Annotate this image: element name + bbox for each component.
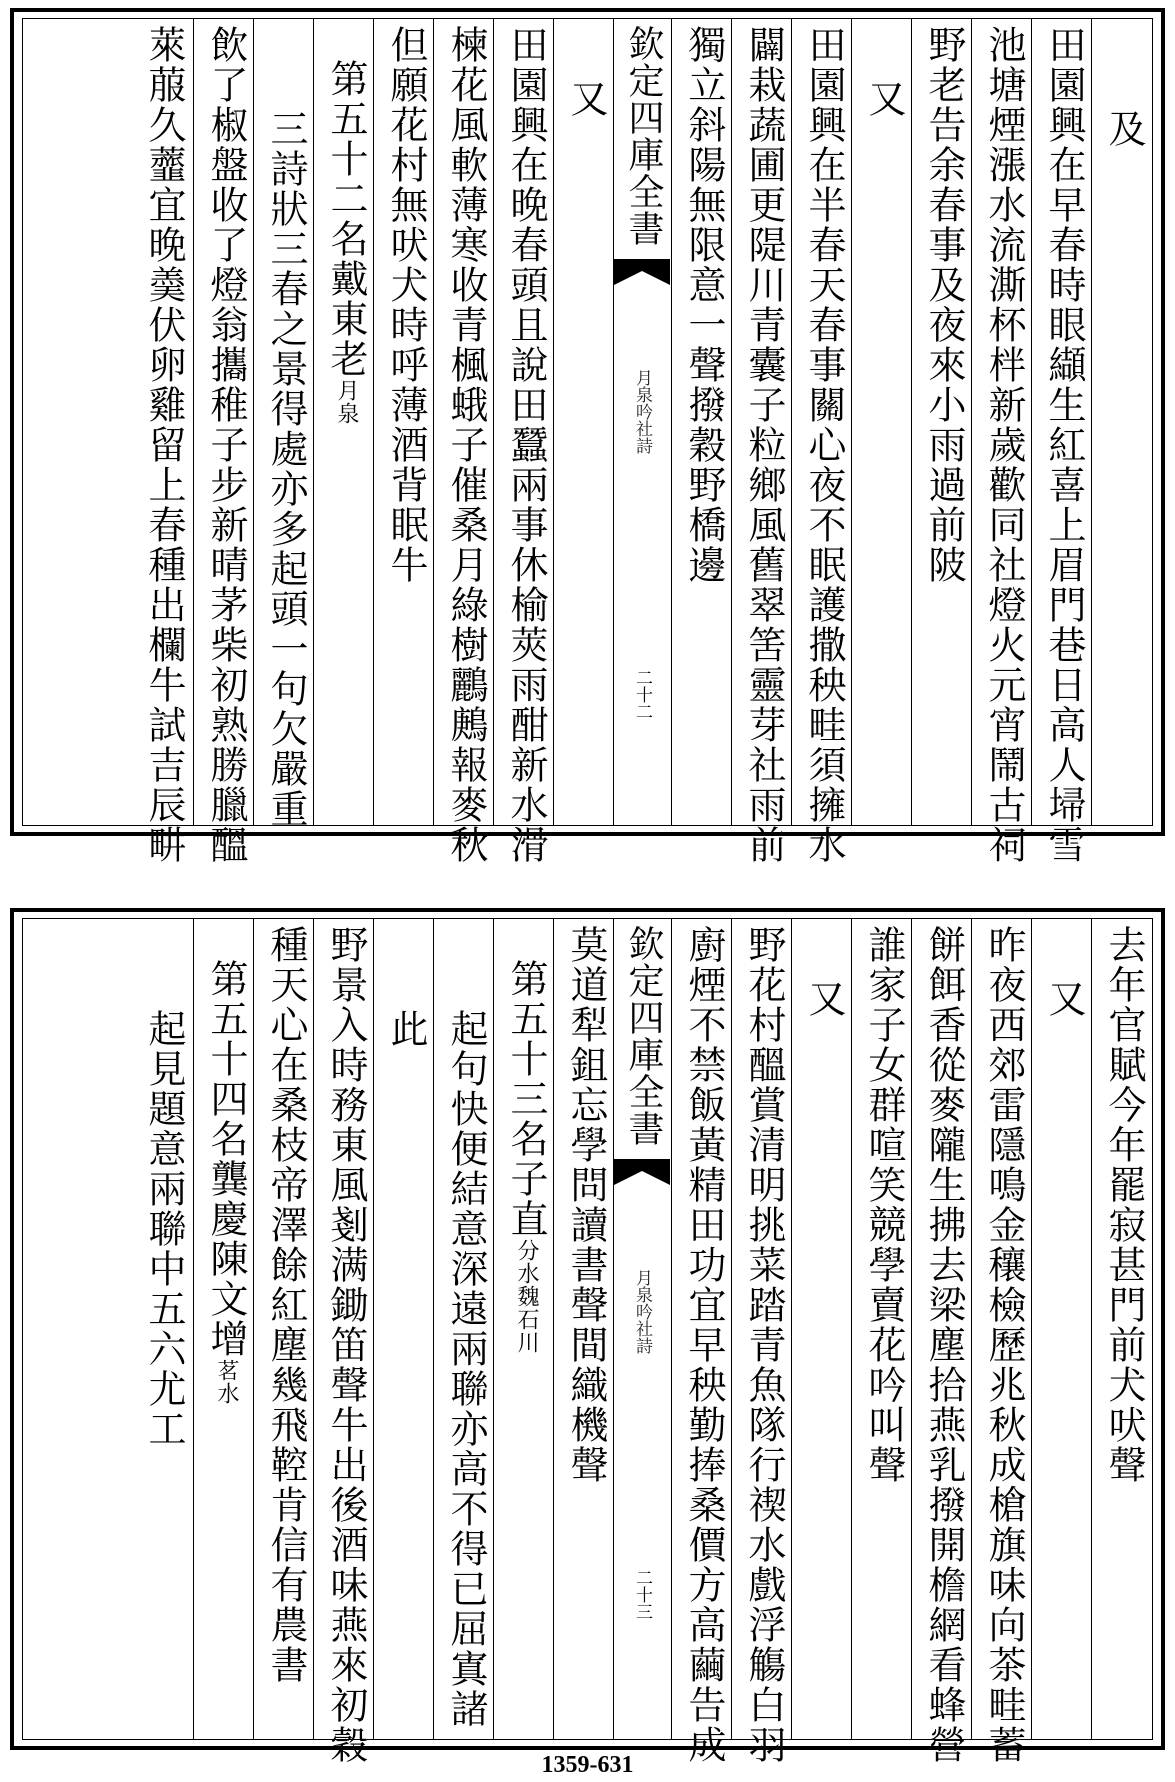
author-note: 茗水 xyxy=(214,1359,239,1405)
margin-subtitle: 月泉吟社詩 xyxy=(632,1269,652,1354)
center-margin xyxy=(614,919,670,1739)
text-column: 但願花村無吠犬時呼薄酒背眠牛 xyxy=(384,25,428,585)
text-column: 起句快便結意深遠兩聯亦高不得已屈寘諸 xyxy=(444,1009,488,1729)
text-column: 楝花風軟薄寒收青楓蛾子催桑月綠樹鸝鶊報麥秋 xyxy=(444,25,488,865)
text-column: 又 xyxy=(862,79,906,119)
page-number: 1359-631 xyxy=(541,1752,634,1778)
text-column: 野老告余春事及夜來小雨過前陂 xyxy=(922,25,966,585)
text-column: 莫道犁鉏忘學問讀書聲間織機聲 xyxy=(564,925,608,1485)
text-column: 三詩狀三春之景得處亦多起頭一句欠嚴重 xyxy=(264,109,308,829)
text-column: 萊菔久虀宜晚羮伏卵雞留上春種出欄牛試吉辰畊 xyxy=(142,25,186,865)
text-column: 又 xyxy=(802,979,846,1019)
author-note: 分水魏石川 xyxy=(514,1239,539,1354)
center-margin xyxy=(614,19,670,825)
margin-title: 欽定四庫全書 xyxy=(623,925,664,1147)
text-column: 野花村醞賞清明挑菜踏青魚隊行禊水戲浮觴白羽 xyxy=(742,925,786,1765)
text-column: 田園興在早春時眼纈生紅喜上眉門巷日高人埽雪 xyxy=(1042,25,1086,865)
text-column: 野景入時務東風剗满鋤笛聲牛出後酒味燕來初穀 xyxy=(324,925,368,1765)
text-column: 餅餌香從麥隴生拂去梁塵拾燕乳撥開檐網看蜂營 xyxy=(922,925,966,1765)
text-column: 昨夜西郊雷隱鳴金穰檢歷兆秋成槍旗味向茶畦蓄 xyxy=(982,925,1026,1765)
text-column: 及 xyxy=(1102,109,1146,149)
top-page xyxy=(10,8,1165,865)
text-column: 去年官賦今年罷寂甚門前犬吠聲 xyxy=(1102,925,1146,1485)
margin-page-number: 二十二 xyxy=(632,669,652,720)
margin-title: 欽定四庫全書 xyxy=(623,25,664,247)
text-column: 第五十二名戴東老月泉 xyxy=(324,59,368,425)
text-column: 誰家子女群喧笑競學賣花吟叫聲 xyxy=(862,925,906,1485)
text-column: 起見題意兩聯中五六尤工 xyxy=(142,1009,186,1449)
text-column: 此 xyxy=(384,1009,428,1049)
text-column: 種天心在桑枝帝澤餘紅塵幾飛鞚肯信有農書 xyxy=(264,925,308,1685)
text-column: 獨立斜陽無限意一聲撥穀野橋邊 xyxy=(682,25,726,585)
text-column: 闢栽蔬圃更隄川青囊子粒鄉風舊翠筈靈芽社雨前 xyxy=(742,25,786,865)
top-page-frame xyxy=(22,18,1153,865)
text-column: 池塘煙漲水流澌杯柈新歲歡同社燈火元宵鬧古祠 xyxy=(982,25,1026,865)
text-column: 田園興在半春天春事關心夜不眠護撒秧畦須擁水 xyxy=(802,25,846,865)
text-column: 第五十四名龔慶陳文增茗水 xyxy=(204,959,248,1405)
author-note: 月泉 xyxy=(334,379,359,425)
margin-subtitle: 月泉吟社詩 xyxy=(632,369,652,454)
text-column: 又 xyxy=(1042,979,1086,1019)
margin-page-number: 二十三 xyxy=(632,1569,652,1620)
text-column: 廚煙不禁飯黃精田功宜早秧勤捧桑價方高繭告成 xyxy=(682,925,726,1765)
text-column: 又 xyxy=(564,79,608,119)
text-column: 第五十三名子直分水魏石川 xyxy=(504,959,548,1354)
text-column: 田園興在晚春頭且說田蠶兩事休榆莢雨酣新水滑 xyxy=(504,25,548,865)
fish-tail-mark-icon xyxy=(614,1159,670,1185)
fish-tail-mark-icon xyxy=(614,259,670,285)
text-column: 飲了椒盤收了燈翁攜稚子步新晴茅柴初熟勝臘醞 xyxy=(204,25,248,865)
